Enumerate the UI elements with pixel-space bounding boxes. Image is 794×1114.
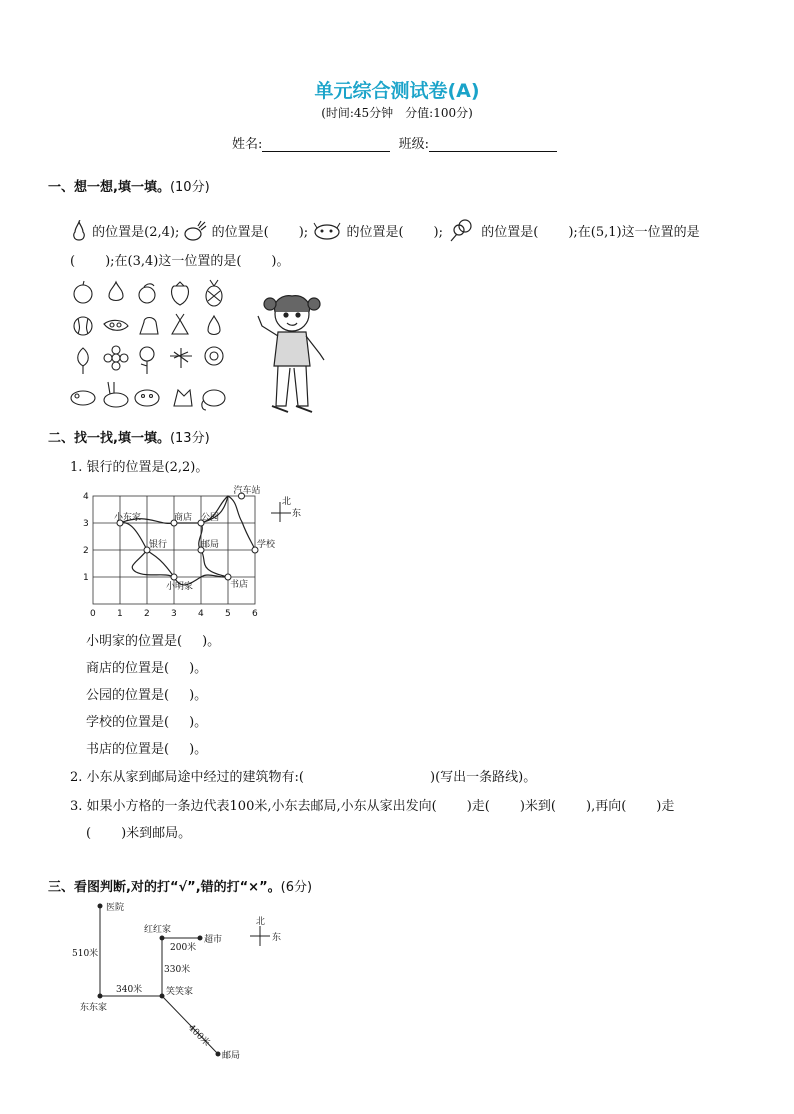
tulip-icon xyxy=(78,348,89,374)
section3-score: (6分) xyxy=(280,880,313,895)
section2-heading xyxy=(48,427,210,446)
q1-item xyxy=(86,684,207,703)
s2-q2-a: 2. 小东从家到邮局途中经过的建筑物有:( xyxy=(70,770,304,785)
y-tick-label: 2 xyxy=(83,546,89,556)
radish-icon xyxy=(172,320,188,334)
x-tick-label: 4 xyxy=(198,609,204,619)
eggplant-icon xyxy=(208,316,220,335)
s2-q1: 1. 银行的位置是(2,2)。 xyxy=(70,460,209,475)
place-bus-station: 汽车站 xyxy=(233,486,261,496)
place-post-office: 邮局 xyxy=(201,540,220,550)
x-tick-label: 3 xyxy=(171,609,177,619)
peapod-icon xyxy=(104,320,128,330)
place-xiaodong-home: 小东家 xyxy=(114,513,142,523)
class-label: 班级: xyxy=(398,137,430,152)
s2-q3 xyxy=(70,795,674,814)
s2-q3-cont xyxy=(86,822,191,841)
s1-t9: );在(3,4)这一位置的是( xyxy=(105,254,242,269)
compass3-east-label: 东 xyxy=(272,933,282,943)
student-info xyxy=(232,133,557,152)
place-bookstore: 书店 xyxy=(230,580,249,590)
dog-icon xyxy=(312,220,342,242)
page-title: 单元综合测试卷(A) xyxy=(314,80,480,102)
x-tick-label: 6 xyxy=(252,609,258,619)
name-label: 姓名: xyxy=(232,137,263,152)
section3-heading xyxy=(48,876,312,895)
distance-map xyxy=(60,898,310,1068)
section1-heading-text: 一、想一想,填一填。 xyxy=(48,180,170,195)
section3-heading-text: 三、看图判断,对的打“√”,错的打“×”。 xyxy=(48,880,281,895)
q1-item-label: 学校的位置是( xyxy=(86,715,170,730)
distance-330: 330米 xyxy=(164,965,191,975)
s1-t8: ( xyxy=(70,254,76,269)
marker-xiaoming-home xyxy=(171,574,177,580)
compass-east-label: 东 xyxy=(292,509,302,519)
q1-item-label: 商店的位置是( xyxy=(86,661,170,676)
s2-q3-b: )走( xyxy=(466,799,490,814)
q1-item xyxy=(86,657,207,676)
compass3-north-label: 北 xyxy=(256,917,266,927)
y-tick-label: 4 xyxy=(83,492,89,502)
s1-t10: )。 xyxy=(271,254,290,269)
q1-item-end: )。 xyxy=(202,634,221,649)
y-tick-label: 1 xyxy=(83,573,89,583)
q1-item-end: )。 xyxy=(189,688,208,703)
section1-heading xyxy=(48,176,210,195)
page-subtitle: (时间:45分钟 分值:100分) xyxy=(321,106,473,120)
road-path xyxy=(120,496,255,585)
q1-item xyxy=(86,711,207,730)
carrot-icon xyxy=(183,220,207,242)
s2-q3-e: )走 xyxy=(656,799,675,814)
strawberry-icon xyxy=(172,286,189,305)
q1-item-label: 公园的位置是( xyxy=(86,688,170,703)
section1-line1 xyxy=(70,218,700,242)
q1-item-end: )。 xyxy=(189,661,208,676)
place-xiaoxiao-home: 笑笑家 xyxy=(166,987,194,997)
peach-icon xyxy=(139,287,155,303)
fruit-grid-picture xyxy=(66,278,236,416)
q1-item xyxy=(86,738,207,757)
elephant-icon xyxy=(203,390,225,406)
apple-icon xyxy=(74,285,92,303)
class-field[interactable] xyxy=(429,137,557,152)
cat-icon xyxy=(174,390,192,406)
x-tick-label: 1 xyxy=(117,609,123,619)
s2-q2-b: )(写出一条路线)。 xyxy=(430,770,537,785)
s1-t4: 的位置是( xyxy=(346,225,404,240)
x-tick-label: 2 xyxy=(144,609,150,619)
chrysanthemum-icon xyxy=(170,348,192,368)
y-tick-label: 3 xyxy=(83,519,89,529)
s2-q3-c: )米到( xyxy=(519,799,556,814)
section2-score: (13分) xyxy=(169,431,210,446)
s1-t7: );在(5,1)这一位置的是 xyxy=(568,225,700,240)
distance-340: 340米 xyxy=(116,985,143,995)
distance-400: 400米 xyxy=(185,1023,212,1049)
s1-t6: 的位置是( xyxy=(481,225,539,240)
girl-illustration xyxy=(250,288,332,416)
place-school: 学校 xyxy=(257,540,276,550)
place-xiaoming-home: 小明家 xyxy=(166,582,194,592)
flower-icon xyxy=(447,218,477,242)
q1-item-end: )。 xyxy=(189,715,208,730)
q1-item xyxy=(86,630,220,649)
dog-icon xyxy=(135,390,159,406)
q1-item-label: 小明家的位置是( xyxy=(86,634,183,649)
s2-q3-a: 3. 如果小方格的一条边代表100米,小东去邮局,小东从家出发向( xyxy=(70,799,437,814)
fish-icon xyxy=(71,391,95,405)
s1-t2: 的位置是( xyxy=(211,225,269,240)
distance-200: 200米 xyxy=(170,943,197,953)
pear-icon xyxy=(70,220,88,242)
s1-t3: ); xyxy=(298,225,309,240)
distance-510: 510米 xyxy=(72,949,99,959)
rabbit-icon xyxy=(104,393,128,407)
compass-north-label: 北 xyxy=(282,497,292,507)
pumpkin-icon xyxy=(74,317,92,335)
q1-item-label: 书店的位置是( xyxy=(86,742,170,757)
x-tick-label: 5 xyxy=(225,609,231,619)
grid-map xyxy=(78,482,318,622)
x-tick-label: 0 xyxy=(90,609,96,619)
place-bank: 银行 xyxy=(149,540,168,550)
cabbage-icon xyxy=(140,318,158,335)
section1-score: (10分) xyxy=(169,180,210,195)
place-park: 公园 xyxy=(201,513,220,523)
place-supermarket: 超市 xyxy=(204,935,223,945)
section2-heading-text: 二、找一找,填一填。 xyxy=(48,431,170,446)
s2-q2 xyxy=(70,766,536,785)
place-post-office: 邮局 xyxy=(222,1051,241,1061)
place-honghong-home: 红红家 xyxy=(144,925,172,935)
name-field[interactable] xyxy=(262,137,390,152)
daisy-icon xyxy=(112,354,120,362)
rose-icon xyxy=(140,347,154,361)
pear-icon xyxy=(109,282,123,301)
section1-line2 xyxy=(70,250,290,269)
place-dongdong-home: 东东家 xyxy=(80,1003,108,1013)
place-shop: 商店 xyxy=(174,513,193,523)
q1-item-end: )。 xyxy=(189,742,208,757)
s2-q3-f: ( xyxy=(86,826,92,841)
s2-q3-d: ),再向( xyxy=(586,799,627,814)
place-hospital: 医院 xyxy=(106,903,125,913)
s2-q3-g: )米到邮局。 xyxy=(121,826,192,841)
peony-icon xyxy=(205,347,223,365)
s1-t1: 的位置是(2,4); xyxy=(92,225,180,240)
s1-t5: ); xyxy=(433,225,443,240)
